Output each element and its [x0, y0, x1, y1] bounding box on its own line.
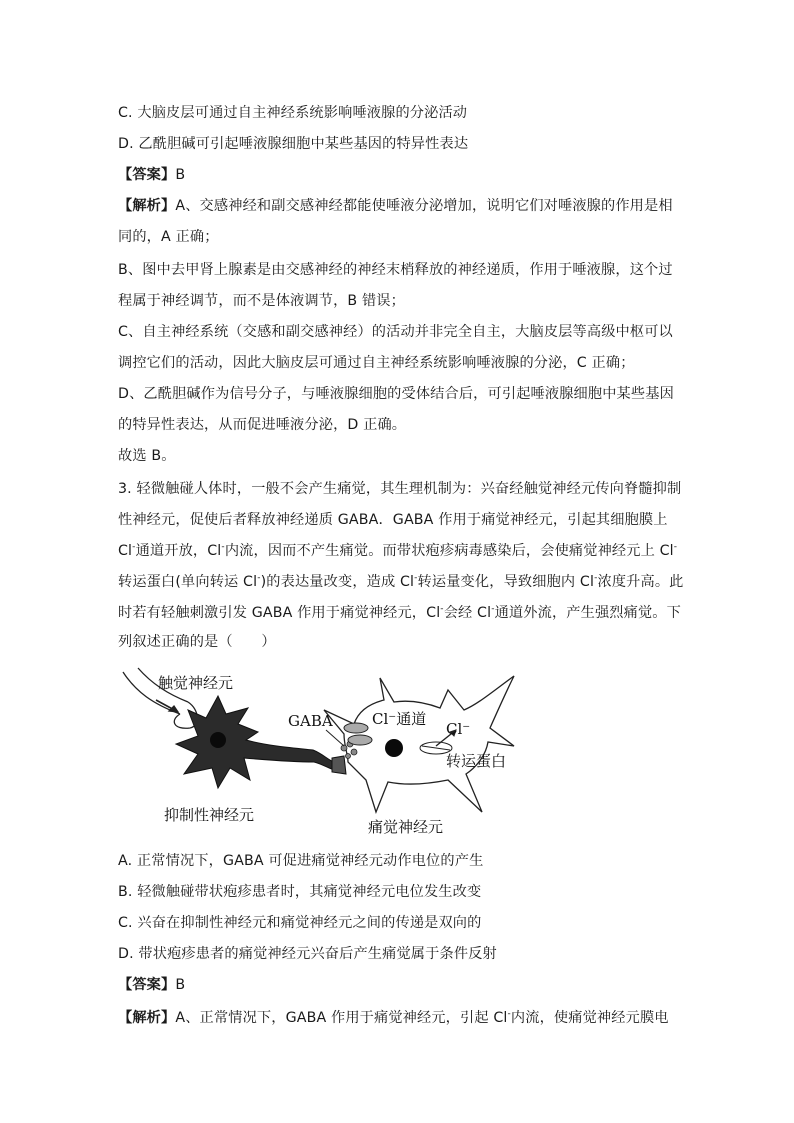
answer-value: B [175, 167, 186, 183]
superscript-minus: - [440, 604, 444, 614]
superscript-minus: - [257, 573, 261, 583]
q3-text: 通道开放，Cl [135, 543, 222, 559]
analysis-text: A、正常情况下，GABA 作用于痛觉神经元，引起 Cl [175, 1010, 508, 1026]
q3-text: 转运蛋白(单向转运 Cl [118, 574, 258, 590]
q3-text: 转运量变化，导致细胞内 Cl [417, 574, 595, 590]
q3-line-1: 3. 轻微触碰人体时，一般不会产生痛觉，其生理机制为：兴奋经触觉神经元传向脊髓抑制 [118, 481, 682, 497]
axon-terminal [332, 756, 346, 774]
analysis-line-2: 同的，A 正确； [118, 229, 219, 245]
gaba-label: GABA [288, 712, 333, 730]
analysis-line-1 [118, 196, 678, 216]
analysis-text: 内流，使痛觉神经元膜电 [510, 1010, 669, 1026]
q3-line-6: 列叙述正确的是（ ） [118, 634, 276, 650]
superscript-minus: - [507, 1009, 511, 1019]
analysis-tag: 【解析】 [118, 198, 176, 214]
q3-line-2: 性神经元，促使后者释放神经递质 GABA．GABA 作用于痛觉神经元，引起其细胞膜上 [118, 512, 668, 528]
superscript-minus: - [132, 542, 136, 552]
answer-tag: 【答案】 [118, 167, 176, 183]
q3-analysis-line-1 [118, 1008, 678, 1028]
q3-text: 通道外流，产生强烈痛觉。下 [494, 605, 681, 621]
cl-ion-label: Cl⁻ [446, 720, 471, 738]
gaba-pointer [326, 730, 344, 746]
analysis-line-8: 的特异性表达，从而促进唾液分泌，D 正确。 [118, 417, 407, 433]
cl-channel-icon [348, 735, 372, 745]
superscript-minus: - [594, 573, 598, 583]
analysis-line-4: 程属于神经调节，而不是体液调节，B 错误； [118, 293, 405, 309]
q3-text: Cl [118, 543, 133, 559]
option-d: D. 乙酰胆碱可引起唾液腺细胞中某些基因的特异性表达 [118, 136, 469, 152]
q3-line-4 [118, 572, 684, 592]
analysis-tag: 【解析】 [118, 1010, 176, 1026]
analysis-line-6: 调控它们的活动，因此大脑皮层可通过自主神经系统影响唾液腺的分泌，C 正确； [118, 355, 635, 371]
superscript-minus: - [221, 542, 225, 552]
analysis-line-7: D、乙酰胆碱作为信号分子，与唾液腺细胞的受体结合后，可引起唾液腺细胞中某些基因 [118, 386, 674, 402]
q3-answer-line [118, 975, 678, 995]
inhibitory-neuron-label: 抑制性神经元 [164, 806, 255, 824]
transporter-label: 转运蛋白 [446, 752, 507, 770]
q3-option-c: C. 兴奋在抑制性神经元和痛觉神经元之间的传递是双向的 [118, 915, 482, 931]
q3-option-b: B. 轻微触碰带状疱疹患者时，其痛觉神经元电位发生改变 [118, 884, 482, 900]
answer-line [118, 165, 678, 185]
q3-text: 内流，因而不产生痛觉。而带状疱疹病毒感染后，会使痛觉神经元上 Cl [224, 543, 674, 559]
analysis-line-9: 故选 B。 [118, 448, 176, 464]
pain-neuron-nucleus [385, 739, 403, 757]
touch-neuron-label: 触觉神经元 [158, 674, 234, 692]
inhibitory-neuron-nucleus [210, 732, 226, 748]
q3-text: 时若有轻触刺激引发 GABA 作用于痛觉神经元，Cl [118, 605, 441, 621]
inhibitory-neuron-body [176, 696, 334, 788]
superscript-minus: - [673, 542, 678, 552]
q3-text: 会经 Cl [443, 605, 492, 621]
q3-text: 浓度升高。此 [597, 574, 684, 590]
answer-value: B [175, 977, 186, 993]
pain-neuron-label: 痛觉神经元 [368, 818, 444, 836]
analysis-line-5: C、自主神经系统（交感和副交感神经）的活动并非完全自主，大脑皮层等高级中枢可以 [118, 324, 673, 340]
superscript-minus: - [414, 573, 418, 583]
analysis-text: A、交感神经和副交感神经都能使唾液分泌增加，说明它们对唾液腺的作用是相 [175, 198, 673, 214]
q3-option-a: A. 正常情况下，GABA 可促进痛觉神经元动作电位的产生 [118, 853, 484, 869]
superscript-minus: - [491, 604, 495, 614]
q3-line-5 [118, 603, 681, 623]
q3-text: )的表达量改变，造成 Cl [260, 574, 415, 590]
cl-channel-icon [344, 723, 368, 733]
analysis-line-3: B、图中去甲肾上腺素是由交感神经的神经末梢释放的神经递质，作用于唾液腺，这个过 [118, 262, 673, 278]
neuron-diagram [118, 662, 518, 842]
q3-option-d: D. 带状疱疹患者的痛觉神经元兴奋后产生痛觉属于条件反射 [118, 946, 497, 962]
cl-channel-label: Cl⁻通道 [372, 710, 427, 728]
answer-tag: 【答案】 [118, 977, 176, 993]
option-c: C. 大脑皮层可通过自主神经系统影响唾液腺的分泌活动 [118, 105, 468, 121]
q3-line-3 [118, 541, 678, 561]
